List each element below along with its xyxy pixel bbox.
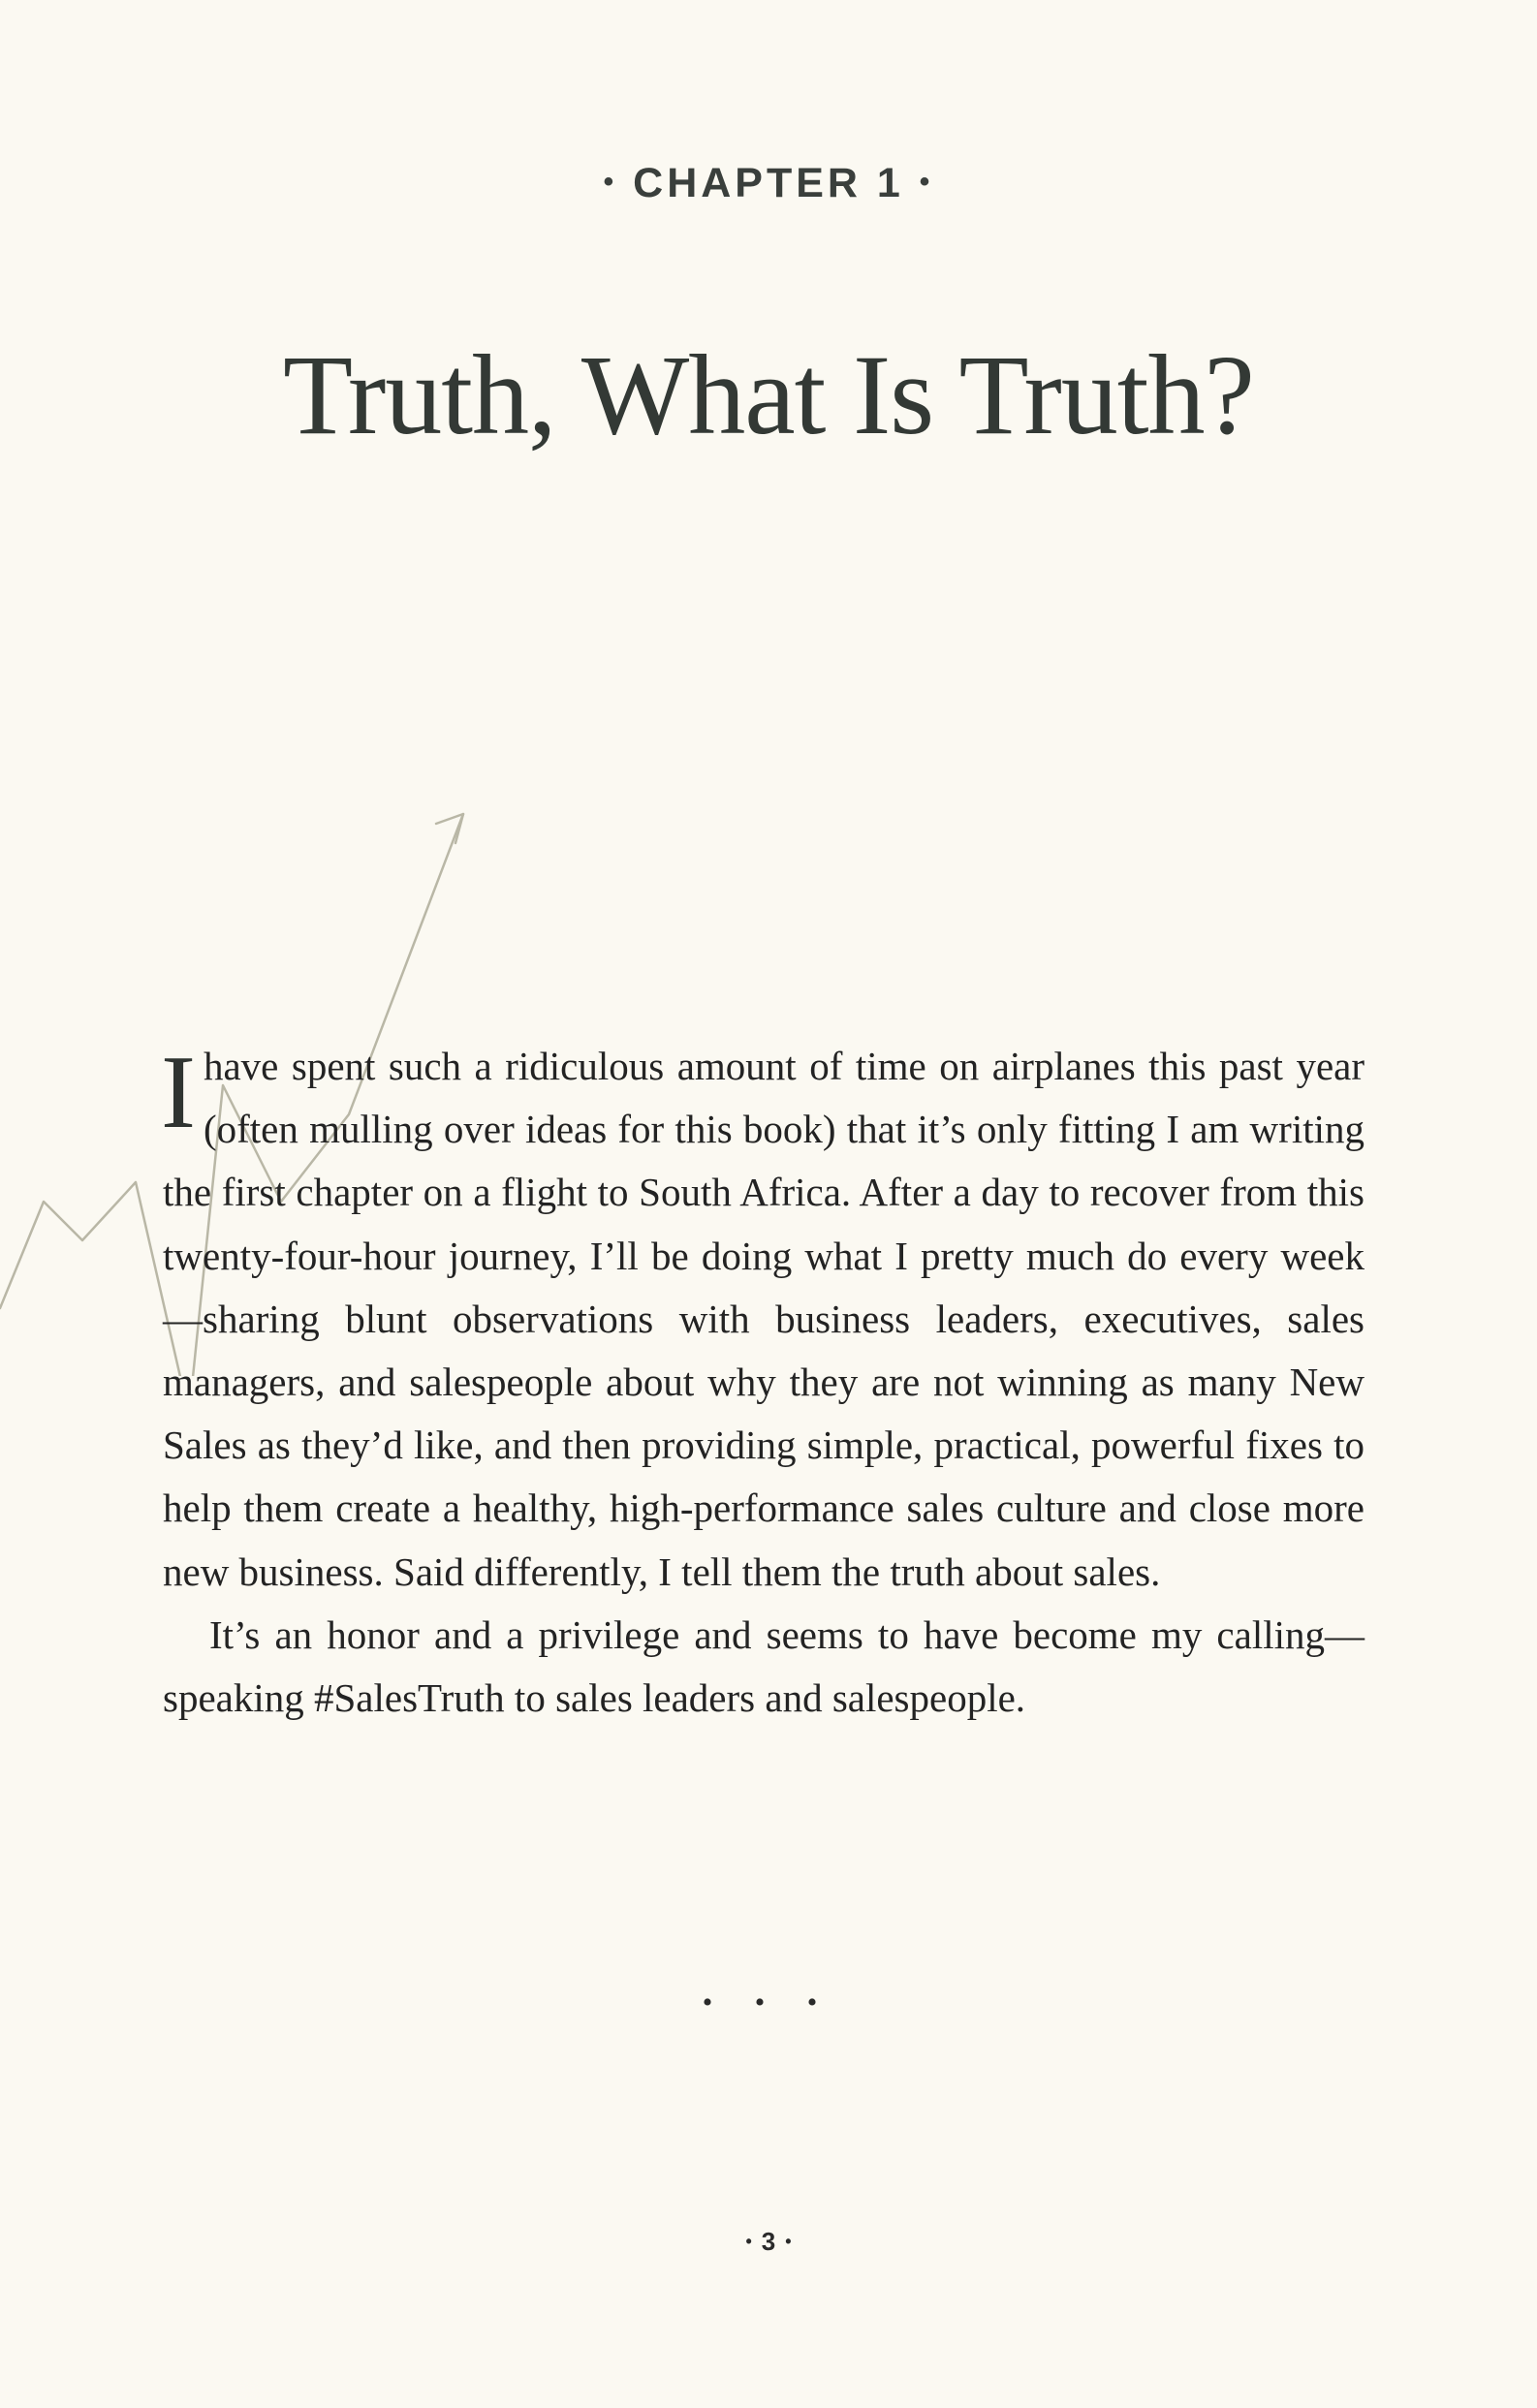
chapter-body — [163, 1035, 1364, 1730]
chapter-title: Truth, What Is Truth? — [283, 331, 1254, 458]
drop-cap: I — [161, 1035, 196, 1150]
page-number-bullet-right: • — [785, 2232, 792, 2251]
page-number-bullet-left: • — [745, 2232, 752, 2251]
paragraph-2: It’s an honor and a privilege and seems to have become my calling—speaking #SalesTruth to sales leaders and salespeople. — [163, 1611, 1364, 1721]
chapter-number-text: CHAPTER 1 — [633, 160, 904, 206]
paragraph-1 — [163, 1035, 1364, 1604]
chapter-bullet-right: • — [919, 166, 934, 198]
page-number-value: 3 — [761, 2227, 776, 2256]
chapter-label — [0, 160, 1537, 207]
chapter-bullet-left: • — [603, 166, 618, 198]
page-number — [0, 2227, 1537, 2257]
section-break-dots: • • • — [702, 1986, 835, 2018]
paragraph-1-text: have spent such a ridiculous amount of time on airplanes this past year (often mulling over ideas for this book) that it’s only fitting I am writing the first chapter on a flight to South Africa. After a day to recover from this twenty-four-hour journey, I’ll be doing what I pretty much do every week—sharing blunt observations with business leaders, executives, sales managers, and salespeople about why they are not winning as many New Sales as they’d like, and then providing simple, practical, powerful fixes to help them create a healthy, high-performance sales culture and close more new business. Said differently, I tell them the truth about sales. — [163, 1044, 1364, 1594]
